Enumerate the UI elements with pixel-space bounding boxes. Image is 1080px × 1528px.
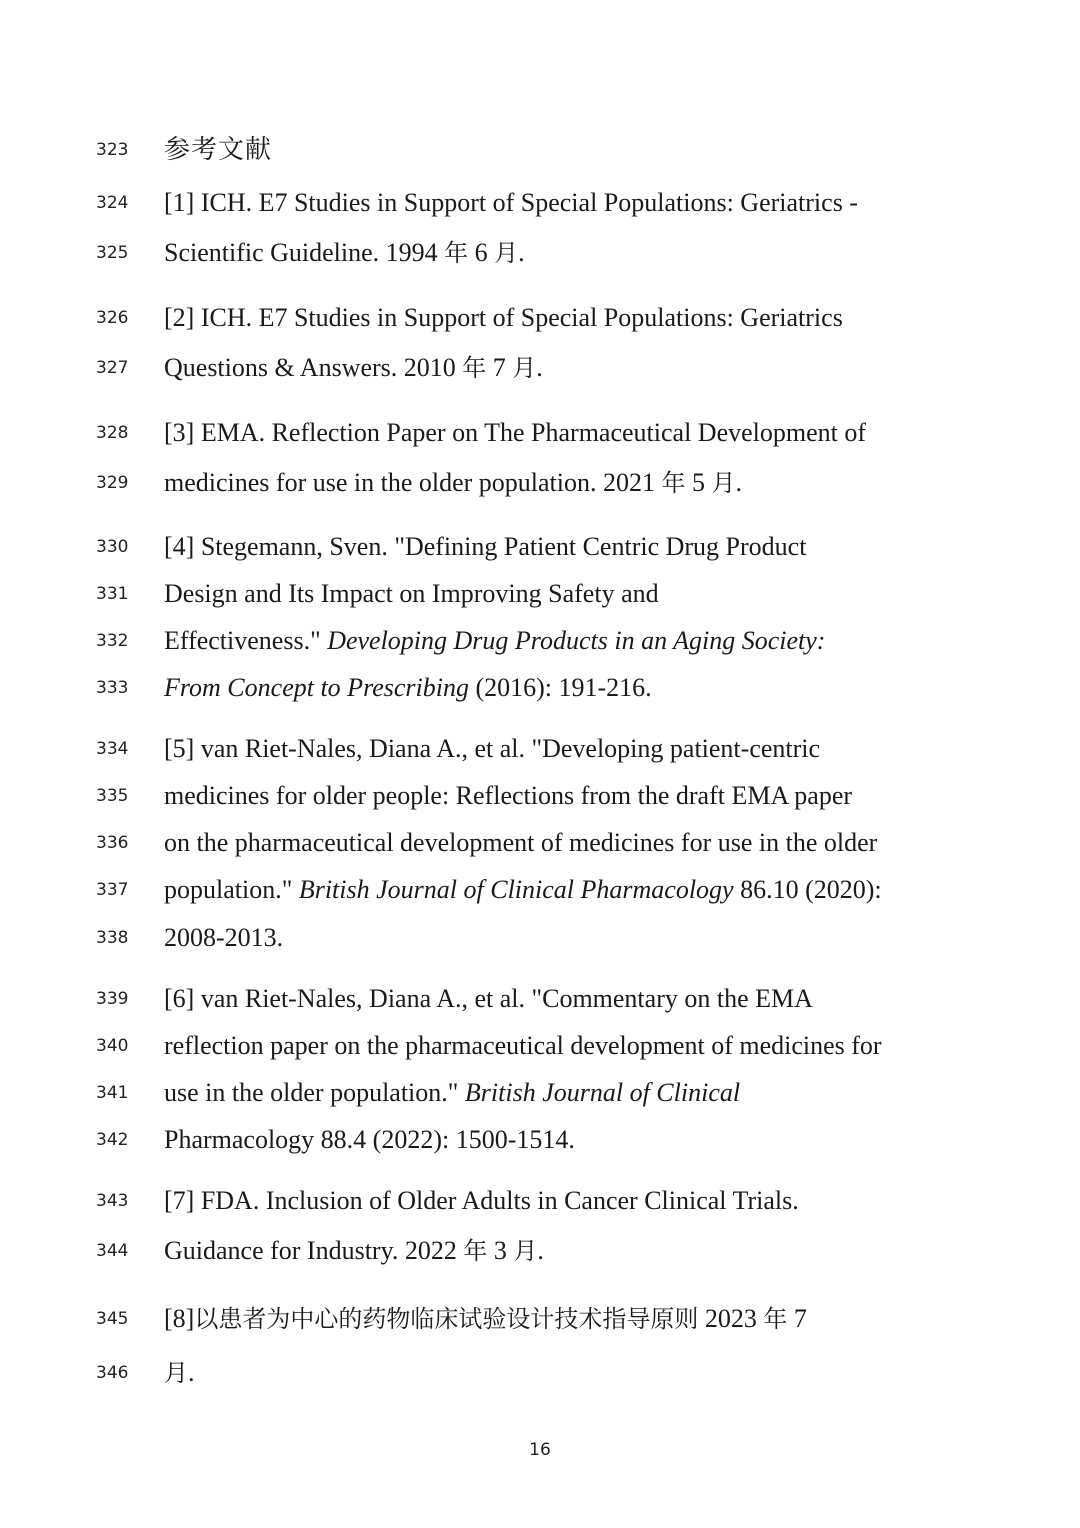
reference-text: 2008-2013. <box>164 923 284 952</box>
reference-text: Effectiveness." Developing Drug Products in an Aging Society: <box>164 626 826 655</box>
reference-text: use in the older population." British Journal of Clinical <box>164 1078 741 1107</box>
line-number: 328 <box>96 423 129 443</box>
ref-line <box>0 527 1080 567</box>
reference-text: [8]以患者为中心的药物临床试验设计技术指导原则 2023 年 7 <box>164 1304 807 1333</box>
ref-line <box>0 979 1080 1019</box>
ref-line <box>0 348 1080 388</box>
line-number: 338 <box>96 928 129 948</box>
reference-text: [3] EMA. Reflection Paper on The Pharmaceutical Development of <box>164 418 867 447</box>
reference-text: [1] ICH. E7 Studies in Support of Special Populations: Geriatrics - <box>164 188 858 217</box>
reference-text: From Concept to Prescribing (2016): 191-216. <box>164 673 652 702</box>
reference-text: Scientific Guideline. 1994 年 6 月. <box>164 238 525 267</box>
line-number: 333 <box>96 678 129 698</box>
line-number: 346 <box>96 1363 129 1383</box>
ref-line <box>0 1299 1080 1339</box>
ref-line <box>0 870 1080 910</box>
line-number: 324 <box>96 193 129 213</box>
ref-line <box>0 1120 1080 1160</box>
line-number: 343 <box>96 1191 129 1211</box>
ref-line <box>0 776 1080 816</box>
line-number: 329 <box>96 473 129 493</box>
line-number: 334 <box>96 739 129 759</box>
reference-text: [7] FDA. Inclusion of Older Adults in Cancer Clinical Trials. <box>164 1186 799 1215</box>
reference-text: medicines for older people: Reflections from the draft EMA paper <box>164 781 853 810</box>
ref-line <box>0 918 1080 958</box>
reference-text: Questions & Answers. 2010 年 7 月. <box>164 353 543 382</box>
ref-line <box>0 183 1080 223</box>
reference-text: [2] ICH. E7 Studies in Support of Special Populations: Geriatrics <box>164 303 843 332</box>
reference-text: [5] van Riet-Nales, Diana A., et al. "Developing patient-centric <box>164 734 821 763</box>
reference-text: population." British Journal of Clinical Pharmacology 86.10 (2020): <box>164 875 882 904</box>
reference-text: 月. <box>164 1358 195 1387</box>
heading-line <box>0 130 1080 170</box>
ref-line <box>0 298 1080 338</box>
reference-text: medicines for use in the older population. 2021 年 5 月. <box>164 468 743 497</box>
line-number: 341 <box>96 1083 129 1103</box>
reference-text: [6] van Riet-Nales, Diana A., et al. "Commentary on the EMA <box>164 984 813 1013</box>
line-number: 337 <box>96 880 129 900</box>
ref-line <box>0 823 1080 863</box>
line-number: 344 <box>96 1241 129 1261</box>
ref-line <box>0 1353 1080 1393</box>
reference-text: Guidance for Industry. 2022 年 3 月. <box>164 1236 544 1265</box>
reference-text: Design and Its Impact on Improving Safety and <box>164 579 659 608</box>
line-number: 330 <box>96 537 129 557</box>
line-number: 326 <box>96 308 129 328</box>
ref-line <box>0 729 1080 769</box>
ref-line <box>0 1073 1080 1113</box>
line-number: 331 <box>96 584 129 604</box>
ref-line <box>0 1026 1080 1066</box>
reference-text: on the pharmaceutical development of medicines for use in the older <box>164 828 878 857</box>
line-number: 332 <box>96 631 129 651</box>
reference-text: reflection paper on the pharmaceutical development of medicines for <box>164 1031 882 1060</box>
reference-text: Pharmacology 88.4 (2022): 1500-1514. <box>164 1125 575 1154</box>
line-number: 340 <box>96 1036 129 1056</box>
ref-line <box>0 668 1080 708</box>
reference-text: [4] Stegemann, Sven. "Defining Patient Centric Drug Product <box>164 532 807 561</box>
line-number: 325 <box>96 243 129 263</box>
line-number: 336 <box>96 833 129 853</box>
line-number: 345 <box>96 1309 129 1329</box>
ref-line <box>0 463 1080 503</box>
section-heading: 参考文献 <box>164 135 273 165</box>
ref-line <box>0 621 1080 661</box>
line-number: 339 <box>96 989 129 1009</box>
ref-line <box>0 574 1080 614</box>
ref-line <box>0 233 1080 273</box>
ref-line <box>0 1181 1080 1221</box>
line-number: 342 <box>96 1130 129 1150</box>
line-number: 323 <box>96 140 129 160</box>
line-number: 327 <box>96 358 129 378</box>
ref-line <box>0 413 1080 453</box>
ref-line <box>0 1231 1080 1271</box>
page-number: 16 <box>529 1440 551 1460</box>
line-number: 335 <box>96 786 129 806</box>
